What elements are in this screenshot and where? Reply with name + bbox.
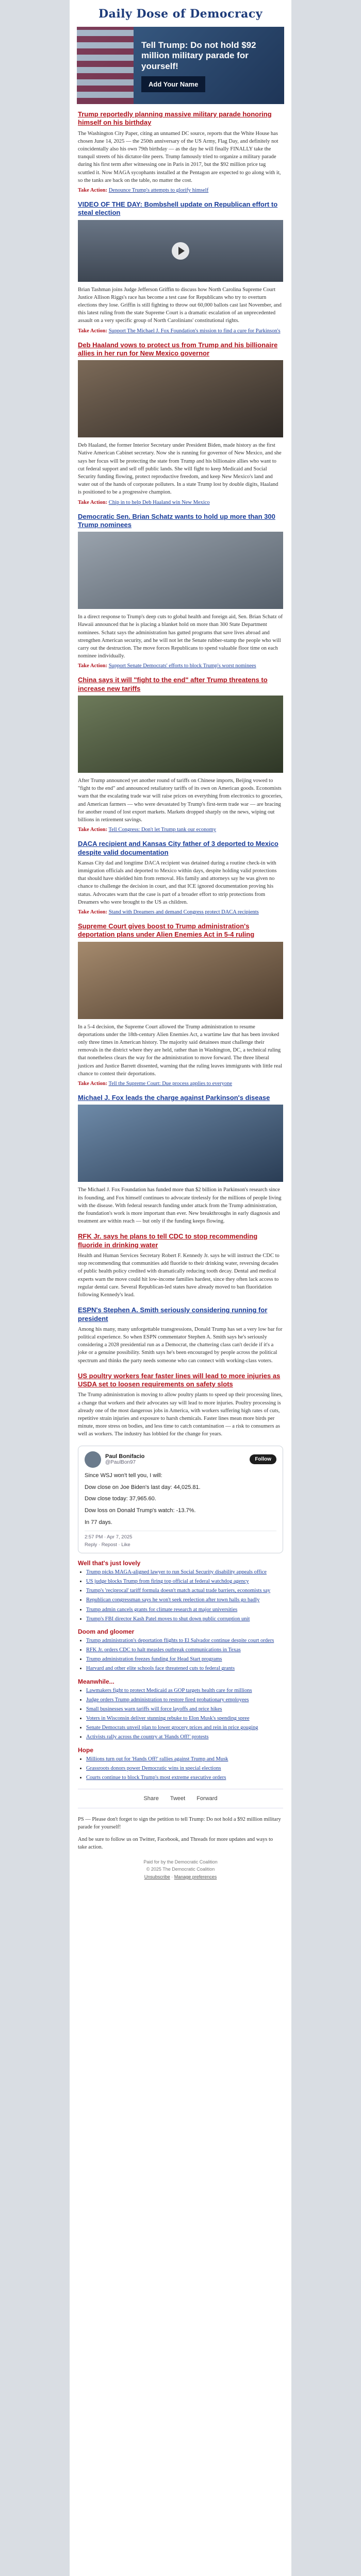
tweet-line: Dow close on Joe Biden's last day: 44,025.81. (85, 1484, 201, 1490)
list-item-link[interactable]: RFK Jr. orders CDC to halt measles outbreak communications in Texas (86, 1647, 241, 1653)
story-body: In a direct response to Trump's deep cuts to global health and foreign aid, Sen. Brian Schatz of Hawaii announced that he is placing a blanket hold on more than 300 State Department nominees. Schatz says the administration has gutted programs that save lives abroad and strengthen American security, and he will not let the Senate rubber-stamp the people who will carry out the destruction. The move forces Republicans to spend valuable floor time on each nominee individually. (78, 614, 283, 659)
masthead (70, 0, 291, 24)
tweet-line: Since WSJ won't tell you, I will: (85, 1472, 162, 1479)
story-body: The Michael J. Fox Foundation has funded more than $2 billion in Parkinson's research since its founding, and Fox himself continues to advocate tirelessly for the millions of people living with the disease. With federal research funding under attack from the Trump administration, the foundation's work is more important than ever. New breakthroughs in early diagnosis and treatment are within reach — but only if the funding keeps flowing. (78, 1187, 282, 1225)
story-headline[interactable]: Michael J. Fox leads the charge against Parkinson's disease (78, 1094, 270, 1102)
tweet-line: In 77 days. (85, 1519, 112, 1526)
story-image (78, 1105, 283, 1182)
take-action-label: Take Action: (78, 328, 108, 334)
footer: Paid for by the Democratic Coalition © 2025 The Democratic Coalition Unsubscribe · Manage preferences (78, 1858, 283, 1880)
flag-image (77, 27, 134, 104)
tweet-actions[interactable]: Reply · Repost · Like (85, 1541, 130, 1548)
list-item (86, 1616, 283, 1623)
stories (70, 110, 291, 1438)
list-item-link[interactable]: Trump administration's deportation flights to El Salvador continue despite court orders (86, 1637, 274, 1643)
ps-lead: PS — Please don't forget to sign the petition to tell Trump: Do not hold a $92 million military parade for yourself! (78, 1817, 281, 1831)
list-item (86, 1637, 283, 1645)
list-item-link[interactable]: Trump's 'reciprocal' tariff formula doesn't match actual trade barriers, economists say (86, 1588, 271, 1594)
take-action-link[interactable]: Chip in to help Deb Haaland win New Mexico (108, 499, 210, 505)
list-title: Well that's just lovely (78, 1559, 141, 1567)
take-action (78, 500, 283, 505)
list-item-link[interactable]: Lawmakers fight to protect Medicaid as GOP targets health care for millions (86, 1687, 252, 1693)
list-title: Hope (78, 1746, 93, 1754)
link-list (78, 1687, 283, 1741)
masthead-logo: Daily Dose of Democracy (98, 7, 263, 21)
list-item (86, 1656, 283, 1663)
story (70, 922, 291, 1087)
take-action-label: Take Action: (78, 499, 108, 505)
list-item-link[interactable]: Trump's FBI director Kash Patel moves to shut down public corruption unit (86, 1616, 250, 1622)
take-action (78, 909, 283, 915)
story-body: The Trump administration is moving to allow poultry plants to speed up their processing lines, a change that workers and their advocates say will lead to more injuries. Poultry processing is already one of the most dangerous jobs in America, with workers suffering high rates of cuts, repetitive strain injuries and exposure to harsh chemicals. Faster lines mean more birds per minute, more stress on bodies, and less time to catch contamination — a risk to consumers as well as workers. The industry has lobbied for the change for years. (78, 1392, 283, 1437)
story-image (78, 360, 283, 437)
list-item-link[interactable]: Courts continue to block Trump's most extreme executive orders (86, 1775, 226, 1781)
take-action-label: Take Action: (78, 909, 108, 916)
list-item-link[interactable]: Republican congressman says he won't seek reelection after town halls go badly (86, 1597, 260, 1603)
list-item-link[interactable]: Activists rally across the country at 'Hands Off!' protests (86, 1734, 209, 1740)
tweet-follow-button[interactable]: Follow (250, 1454, 276, 1464)
list-item (86, 1715, 283, 1722)
link-list (78, 1637, 283, 1673)
story (70, 200, 291, 334)
list-item (86, 1765, 283, 1772)
story-image (78, 696, 283, 773)
take-action (78, 1081, 283, 1087)
take-action-link[interactable]: Denounce Trump's attempts to glorify himself (108, 188, 209, 194)
story-body: Deb Haaland, the former Interior Secretary under President Biden, made history as the first Native American Cabinet secretary. Now she is running for governor of New Mexico, and she says her focus will be protecting the state from Trump and his billionaire allies who want to cut federal support and sell off public lands. She will fight to keep Medicaid and Social Security funding flowing, protect reproductive freedom, and keep New Mexico's land and water out of the hands of corporate polluters. In a state Trump lost by double digits, Haaland is positioned to be a progressive champion. (78, 443, 282, 496)
tweet-line: Dow close today: 37,965.60. (85, 1496, 156, 1502)
take-action-label: Take Action: (78, 188, 108, 194)
list-item (86, 1774, 283, 1782)
take-action-label: Take Action: (78, 1081, 108, 1087)
list-item-link[interactable]: Trump picks MAGA-aligned lawyer to run Social Security disability appeals office (86, 1569, 267, 1575)
tweet-timestamp: 2:57 PM · Apr 7, 2025 (85, 1531, 276, 1540)
list-item (86, 1578, 283, 1585)
story (70, 1372, 291, 1438)
take-action-link[interactable]: Stand with Dreamers and demand Congress protect DACA recipients (108, 909, 259, 916)
story-headline[interactable]: China says it will "fight to the end" after Trump threatens to increase new tariffs (78, 676, 268, 692)
tweet-handle: @PaulBon97 (105, 1460, 136, 1466)
list-item (86, 1687, 283, 1694)
take-action-link[interactable]: Tell Congress: Don't let Trump tank our economy (108, 827, 217, 833)
list-item-link[interactable]: Judge orders Trump administration to restore fired probationary employees (86, 1697, 249, 1703)
manage-preferences-link[interactable]: Manage preferences (174, 1874, 217, 1879)
list-item (86, 1706, 283, 1713)
tweet-avatar (85, 1451, 101, 1468)
list-item (86, 1569, 283, 1576)
list-item (86, 1724, 283, 1732)
story-headline[interactable]: US poultry workers fear faster lines will lead to more injuries as USDA set to loosen requirements on safety slots (78, 1371, 281, 1388)
video-thumbnail[interactable] (78, 220, 283, 282)
list-item-link[interactable]: Millions turn out for 'Hands Off!' rallies against Trump and Musk (86, 1756, 228, 1762)
story-headline[interactable]: Democratic Sen. Brian Schatz wants to hold up more than 300 Trump nominees (78, 512, 275, 529)
story (70, 676, 291, 833)
list-item (86, 1734, 283, 1741)
story-body: Among his many, many unforgettable transgressions, Donald Trump has set a very low bar for political experience. So when ESPN commentator Stephen A. Smith says he's seriously considering a 2028 presidential run as a Democrat, the chattering class can't decide if it's a joke or a genuine possibility. Smith says he's been encouraged by people across the political spectrum and thinks the party needs someone who can connect with working-class voters. (78, 1326, 283, 1364)
story (70, 1094, 291, 1225)
forward-link[interactable]: Forward (196, 1795, 218, 1802)
play-icon[interactable] (172, 242, 189, 260)
take-action-label: Take Action: (78, 827, 108, 833)
unsubscribe-link[interactable]: Unsubscribe (144, 1874, 170, 1879)
tweet-body (85, 1472, 276, 1527)
story-headline[interactable]: DACA recipient and Kansas City father of 3 deported to Mexico despite valid documentation (78, 840, 278, 856)
list-item-link[interactable]: Trump administration freezes funding for Head Start programs (86, 1656, 222, 1663)
story-headline[interactable]: Deb Haaland vows to protect us from Trump and his billionaire allies in her run for New Mexico governor (78, 341, 278, 357)
story-body: In a 5-4 decision, the Supreme Court allowed the Trump administration to resume deportations under the 18th-century Alien Enemies Act, a wartime law that has been invoked only three times in American history. The majority said detainees must challenge their removals in the district where they are held, rather than in Washington, DC, a technical ruling that nonetheless clears the way for the administration to move forward. The three liberal justices and Justice Barrett dissented, warning that the ruling leaves immigrants with little real chance to contest their deportations. (78, 1024, 282, 1077)
list-item (86, 1665, 283, 1672)
story-body: The Washington City Paper, citing an unnamed DC source, reports that the White House has chosen June 14, 2025 — the 250th anniversary of the US Army, Flag Day, and definitely not coincidentally also his own 79th birthday — as the day he will finally FINALLY take the tranquil streets of his dictator-lite peers. Trump famously tried to organize a military parade during his first term after witnessing one in Paris in 2017, but the $92 million price tag scuttled it. Now MAGA sycophants installed at the Pentagon are expected to go along with it, so the tanks are back on the table, no matter the cost. (78, 130, 281, 183)
list-title: Meanwhile... (78, 1677, 114, 1685)
hero-banner[interactable] (77, 27, 284, 104)
story-body: After Trump announced yet another round of tariffs on Chinese imports, Beijing vowed to "fight to the end" and announced retaliatory tariffs of its own on American goods. Economists warn that the escalating trade war will raise prices on everything from electronics to groceries, and American farmers — who were devastated by Trump's first-term trade war — are bracing for another round of lost export markets. Markets dropped sharply on the news, wiping out billions in retirement savings. (78, 777, 283, 823)
list-item (86, 1647, 283, 1654)
take-action (78, 328, 283, 334)
story (70, 1232, 291, 1299)
list-item-link[interactable]: Voters in Wisconsin deliver stunning rebuke to Elon Musk's spending spree (86, 1716, 250, 1722)
link-list (78, 1569, 283, 1623)
list-item-link[interactable]: Small businesses warn tariffs will force layoffs and price hikes (86, 1706, 222, 1712)
tweet-link[interactable]: Tweet (170, 1795, 186, 1802)
footer-paid: Paid for by the Democratic Coalition (143, 1859, 218, 1865)
add-your-name-button[interactable]: Add Your Name (141, 76, 205, 92)
story (70, 1306, 291, 1365)
story (70, 110, 291, 193)
list-item (86, 1697, 283, 1704)
list-item (86, 1587, 283, 1595)
link-lists (70, 1560, 291, 1782)
story-image (78, 532, 283, 609)
story-image (78, 942, 283, 1019)
take-action-link[interactable]: Tell the Supreme Court: Due process applies to everyone (108, 1081, 233, 1087)
share-link[interactable]: Share (143, 1795, 159, 1802)
hero-title: Tell Trump: Do not hold $92 million military parade for yourself! (141, 40, 256, 71)
list-item (86, 1756, 283, 1763)
share-bar (78, 1789, 283, 1808)
take-action (78, 663, 283, 669)
tweet-author: Paul Bonifacio (105, 1453, 145, 1460)
list-item-link[interactable]: Trump admin cancels grants for climate research at major universities (86, 1606, 238, 1613)
embedded-tweet[interactable] (78, 1446, 283, 1553)
list-item-link[interactable]: US judge blocks Trump from firing top official at federal watchdog agency (86, 1579, 249, 1585)
story-headline[interactable]: VIDEO OF THE DAY: Bombshell update on Republican effort to steal election (78, 200, 278, 217)
list-item (86, 1597, 283, 1604)
take-action (78, 827, 283, 833)
take-action (78, 188, 283, 193)
list-item-link[interactable]: Harvard and other elite schools face threatened cuts to federal grants (86, 1666, 235, 1672)
story-body: Brian Tashman joins Judge Jefferson Griffin to discuss how North Carolina Supreme Court Justice Allison Riggs's race has become a test case for Republicans who try to overturn elections they lose. Griffin is still fighting to throw out 60,000 ballots cast last November, and this latest ruling from the state Supreme Court is a dramatic escalation of an unprecedented assault on a very specific group of North Carolinians' constitutional rights. (78, 286, 282, 324)
take-action-link[interactable]: Support The Michael J. Fox Foundation's mission to find a cure for Parkinson's (108, 328, 281, 334)
ps-follow: And be sure to follow us on Twitter, Facebook, and Threads for more updates and ways to take action. (78, 1836, 273, 1850)
take-action-link[interactable]: Support Senate Democrats' efforts to block Trump's worst nominees (108, 663, 256, 669)
footer-copyright: © 2025 The Democratic Coalition (146, 1867, 215, 1872)
newsletter-column (70, 0, 291, 2576)
list-item-link[interactable]: Grassroots donors power Democratic wins in special elections (86, 1765, 221, 1771)
story-headline[interactable]: ESPN's Stephen A. Smith seriously considering running for president (78, 1306, 268, 1323)
list-item (86, 1606, 283, 1614)
story-headline[interactable]: Trump reportedly planning massive military parade honoring himself on his birthday (78, 110, 272, 127)
story (70, 341, 291, 505)
tweet-line: Dow loss on Donald Trump's watch: -13.7%. (85, 1507, 196, 1514)
story (70, 840, 291, 915)
link-list (78, 1756, 283, 1782)
story-headline[interactable]: Supreme Court gives boost to Trump administration's deportation plans under Alien Enemies Act in 5-4 ruling (78, 922, 255, 939)
story (70, 513, 291, 669)
story-body: Kansas City dad and longtime DACA recipient was detained during a routine check-in with immigration officials and deported to Mexico within days, despite holding valid protections that should have shielded him from removal. His family and attorneys say he was given no chance to challenge the decision in court, and that ICE ignored documentation proving his status. Advocates warn that the case is part of a broader effort to strip protections from Dreamers who were brought to the US as children. (78, 860, 277, 905)
list-title: Doom and gloomer (78, 1628, 135, 1635)
story-body: Health and Human Services Secretary Robert F. Kennedy Jr. says he will instruct the CDC to stop recommending that communities add fluoride to their drinking water, reversing decades of public health policy credited with dramatically reducing tooth decay. Dental and medical experts warn the move could hit low-income families hardest, since they often lack access to regular dental care. Several Republican-led states have already moved to ban fluoridation following Kennedy's lead. (78, 1252, 280, 1298)
story-headline[interactable]: RFK Jr. says he plans to tell CDC to stop recommending fluoride in drinking water (78, 1232, 258, 1249)
list-item-link[interactable]: Senate Democrats unveil plan to lower grocery prices and rein in price gouging (86, 1725, 258, 1731)
take-action-label: Take Action: (78, 663, 108, 669)
